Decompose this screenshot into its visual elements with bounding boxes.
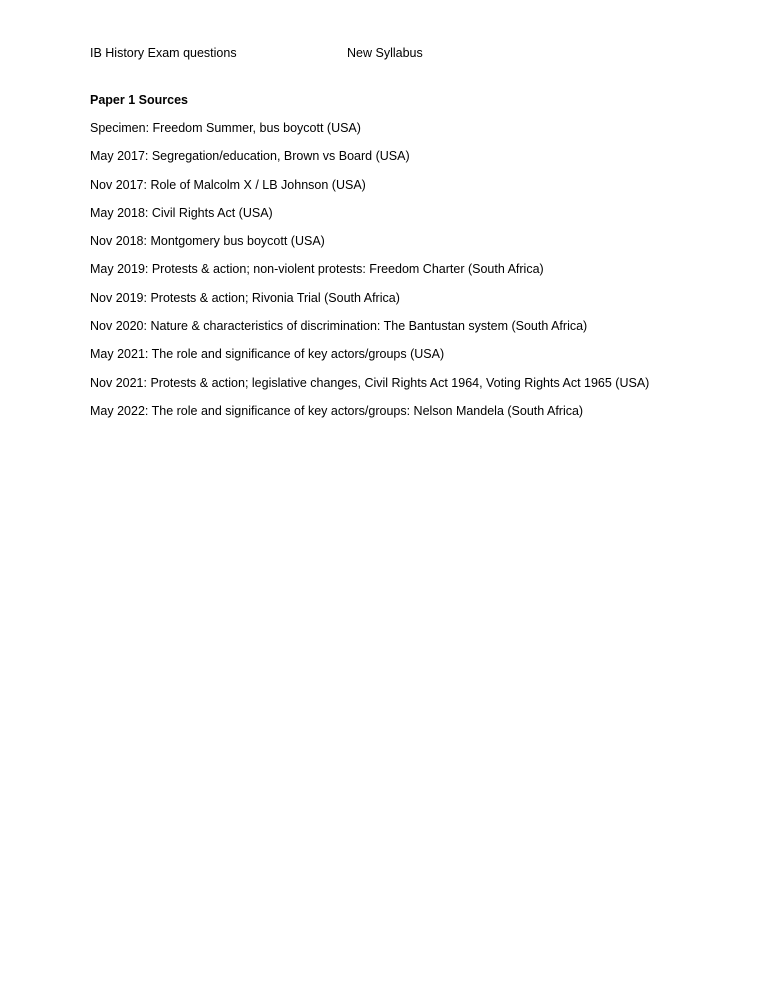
list-item: Nov 2017: Role of Malcolm X / LB Johnson (USA) <box>90 177 366 192</box>
list-item: May 2021: The role and significance of key actors/groups (USA) <box>90 347 445 362</box>
list-item: Nov 2019: Protests & action; Rivonia Trial (South Africa) <box>90 290 400 305</box>
list-item: Specimen: Freedom Summer, bus boycott (USA) <box>90 121 361 135</box>
section-heading: Paper 1 Sources <box>90 93 188 107</box>
header-subtitle: New Syllabus <box>347 46 423 60</box>
list-item: Nov 2020: Nature & characteristics of discrimination: The Bantustan system (South Africa) <box>90 319 588 334</box>
list-item: May 2017: Segregation/education, Brown vs Board (USA) <box>90 149 410 164</box>
list-item: Nov 2021: Protests & action; legislative changes, Civil Rights Act 1964, Voting Rights Act 1965 (USA) <box>90 375 650 390</box>
list-item: May 2018: Civil Rights Act (USA) <box>90 205 273 220</box>
list-item: May 2019: Protests & action; non-violent protests: Freedom Charter (South Africa) <box>90 262 544 277</box>
exam-entries-list <box>90 120 649 431</box>
header-title: IB History Exam questions <box>90 46 237 60</box>
list-item: May 2022: The role and significance of key actors/groups: Nelson Mandela (South Africa) <box>90 403 584 418</box>
list-item: Nov 2018: Montgomery bus boycott (USA) <box>90 234 325 249</box>
